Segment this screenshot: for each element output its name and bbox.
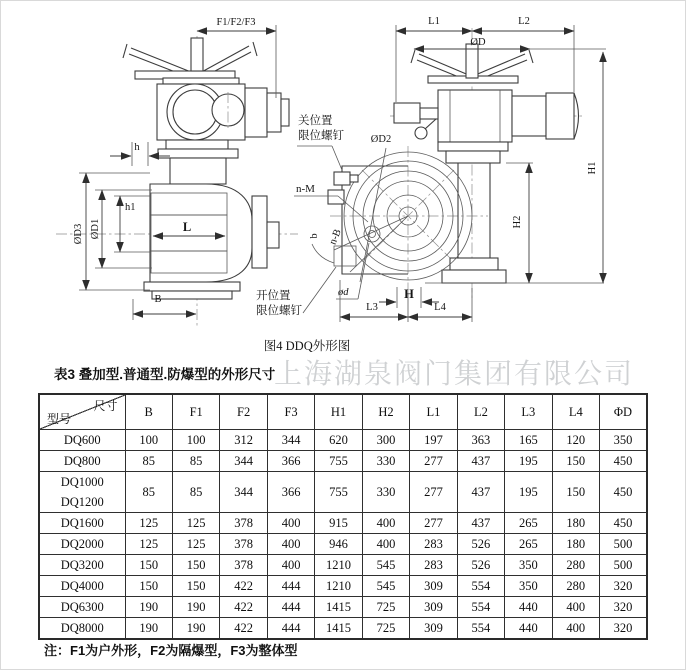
model-cell: DQ1000 DQ1200: [39, 472, 125, 513]
close-position-label-line1: 关位置: [298, 115, 333, 127]
model-cell: DQ800: [39, 451, 125, 472]
value-cell: 915: [315, 513, 362, 534]
value-cell: 378: [220, 513, 267, 534]
dim-label-H1: H1: [587, 161, 598, 175]
value-cell: 85: [172, 451, 219, 472]
dim-label-L2: L2: [518, 16, 530, 27]
value-cell: 344: [267, 430, 314, 451]
value-cell: 946: [315, 534, 362, 555]
value-cell: 320: [600, 576, 647, 597]
close-position-label-line2: 限位螺钉: [298, 130, 344, 142]
value-cell: 363: [457, 430, 504, 451]
value-cell: 100: [172, 430, 219, 451]
value-cell: 150: [125, 576, 172, 597]
value-cell: 165: [505, 430, 552, 451]
table-row-DQ8000: [39, 618, 647, 640]
value-cell: 400: [552, 618, 599, 640]
value-cell: 437: [457, 451, 504, 472]
value-cell: 554: [457, 618, 504, 640]
model-cell: DQ8000: [39, 618, 125, 640]
value-cell: 450: [600, 513, 647, 534]
model-cell: DQ1600: [39, 513, 125, 534]
value-cell: 526: [457, 534, 504, 555]
value-cell: 366: [267, 451, 314, 472]
value-cell: 312: [220, 430, 267, 451]
value-cell: 350: [505, 576, 552, 597]
value-cell: 366: [267, 472, 314, 513]
model-cell: DQ600: [39, 430, 125, 451]
value-cell: 620: [315, 430, 362, 451]
value-cell: 554: [457, 576, 504, 597]
value-cell: 125: [172, 513, 219, 534]
value-cell: 344: [220, 451, 267, 472]
value-cell: 300: [362, 430, 409, 451]
value-cell: 190: [172, 618, 219, 640]
value-cell: 500: [600, 555, 647, 576]
value-cell: 277: [410, 451, 457, 472]
value-cell: 265: [505, 513, 552, 534]
value-cell: 150: [552, 451, 599, 472]
table-title: 表3 叠加型.普通型.防爆型的外形尺寸: [54, 367, 276, 382]
value-cell: 197: [410, 430, 457, 451]
value-cell: 150: [552, 472, 599, 513]
table-row-DQ800: [39, 451, 647, 472]
dim-label-f1f2f3: F1/F2/F3: [216, 17, 256, 28]
column-header-L4: L4: [552, 394, 599, 430]
column-header-F1: F1: [172, 394, 219, 430]
value-cell: 190: [125, 618, 172, 640]
open-position-label-line2: 限位螺钉: [256, 305, 302, 317]
value-cell: 545: [362, 576, 409, 597]
b-label: b: [309, 233, 320, 239]
front-view-drawing: [56, 17, 298, 326]
column-header-L3: L3: [505, 394, 552, 430]
watermark-text: 上海湖泉阀门集团有限公司: [274, 358, 635, 389]
value-cell: 120: [552, 430, 599, 451]
value-cell: 85: [172, 472, 219, 513]
value-cell: 195: [505, 451, 552, 472]
n-b-label: n-B: [327, 227, 344, 247]
value-cell: 1415: [315, 618, 362, 640]
value-cell: 755: [315, 472, 362, 513]
dim-label-H2: H2: [512, 215, 523, 229]
dim-label-H: H: [404, 287, 414, 301]
model-cell: DQ2000: [39, 534, 125, 555]
value-cell: 440: [505, 597, 552, 618]
value-cell: 422: [220, 597, 267, 618]
value-cell: 100: [125, 430, 172, 451]
table-row-DQ1600: [39, 513, 647, 534]
column-header-F2: F2: [220, 394, 267, 430]
value-cell: 320: [600, 618, 647, 640]
dim-label-h1: h1: [125, 202, 136, 213]
value-cell: 422: [220, 576, 267, 597]
dim-label-L3: L3: [366, 302, 378, 313]
table-body: [39, 430, 647, 640]
dim-label-L: L: [182, 220, 192, 234]
column-header-L2: L2: [457, 394, 504, 430]
value-cell: 280: [552, 555, 599, 576]
od-label: ød: [338, 287, 349, 298]
value-cell: 283: [410, 534, 457, 555]
value-cell: 500: [600, 534, 647, 555]
value-cell: 437: [457, 472, 504, 513]
value-cell: 330: [362, 472, 409, 513]
table-header-row: [39, 394, 647, 430]
value-cell: 400: [362, 513, 409, 534]
value-cell: 1210: [315, 555, 362, 576]
side-view-drawing: [256, 16, 606, 322]
value-cell: 283: [410, 555, 457, 576]
value-cell: 180: [552, 534, 599, 555]
value-cell: 422: [220, 618, 267, 640]
value-cell: 444: [267, 576, 314, 597]
corner-label-model: 型号: [47, 412, 72, 426]
value-cell: 280: [552, 576, 599, 597]
value-cell: 265: [505, 534, 552, 555]
value-cell: 400: [267, 534, 314, 555]
value-cell: 725: [362, 618, 409, 640]
value-cell: 277: [410, 472, 457, 513]
value-cell: 125: [172, 534, 219, 555]
dim-label-D: ØD: [470, 37, 486, 48]
value-cell: 1415: [315, 597, 362, 618]
table-row-DQ1000: [39, 472, 647, 513]
dim-label-B: B: [154, 294, 162, 305]
d2-label: ØD2: [370, 134, 392, 145]
value-cell: 350: [505, 555, 552, 576]
value-cell: 350: [600, 430, 647, 451]
value-cell: 85: [125, 472, 172, 513]
value-cell: 378: [220, 555, 267, 576]
value-cell: 125: [125, 513, 172, 534]
column-header-H2: H2: [362, 394, 409, 430]
value-cell: 450: [600, 472, 647, 513]
model-cell: DQ3200: [39, 555, 125, 576]
value-cell: 125: [125, 534, 172, 555]
model-cell: DQ4000: [39, 576, 125, 597]
table-row-DQ6300: [39, 597, 647, 618]
value-cell: 545: [362, 555, 409, 576]
value-cell: 150: [125, 555, 172, 576]
model-cell: DQ6300: [39, 597, 125, 618]
corner-header-cell: [39, 394, 125, 430]
table-row-DQ2000: [39, 534, 647, 555]
dim-label-d1: ØD1: [90, 218, 101, 240]
value-cell: 309: [410, 576, 457, 597]
value-cell: 330: [362, 451, 409, 472]
value-cell: 444: [267, 597, 314, 618]
value-cell: 437: [457, 513, 504, 534]
value-cell: 85: [125, 451, 172, 472]
column-header-L1: L1: [410, 394, 457, 430]
value-cell: 444: [267, 618, 314, 640]
value-cell: 309: [410, 597, 457, 618]
value-cell: 180: [552, 513, 599, 534]
value-cell: 190: [125, 597, 172, 618]
value-cell: 309: [410, 618, 457, 640]
open-position-label-line1: 开位置: [256, 290, 291, 302]
table-row-DQ4000: [39, 576, 647, 597]
corner-label-size: 尺寸: [93, 399, 118, 413]
value-cell: 400: [362, 534, 409, 555]
value-cell: 378: [220, 534, 267, 555]
value-cell: 150: [172, 555, 219, 576]
dim-label-L4: L4: [434, 302, 446, 313]
column-header-F3: F3: [267, 394, 314, 430]
dim-label-L1: L1: [428, 16, 440, 27]
column-header-ΦD: ΦD: [600, 394, 647, 430]
figure-caption: 图4 DDQ外形图: [263, 339, 351, 353]
value-cell: 277: [410, 513, 457, 534]
value-cell: 440: [505, 618, 552, 640]
value-cell: 554: [457, 597, 504, 618]
column-header-B: B: [125, 394, 172, 430]
dimensions-table: [38, 393, 648, 640]
value-cell: 190: [172, 597, 219, 618]
value-cell: 195: [505, 472, 552, 513]
value-cell: 320: [600, 597, 647, 618]
value-cell: 344: [220, 472, 267, 513]
table-row-DQ3200: [39, 555, 647, 576]
column-header-H1: H1: [315, 394, 362, 430]
table-row-DQ600: [39, 430, 647, 451]
value-cell: 450: [600, 451, 647, 472]
dim-label-h: h: [134, 142, 140, 153]
value-cell: 755: [315, 451, 362, 472]
value-cell: 526: [457, 555, 504, 576]
dim-label-d3: ØD3: [73, 223, 84, 245]
value-cell: 400: [552, 597, 599, 618]
value-cell: 150: [172, 576, 219, 597]
n-m-label: n-M: [296, 183, 315, 195]
value-cell: 400: [267, 513, 314, 534]
value-cell: 725: [362, 597, 409, 618]
table-note: 注：F1为户外形，F2为隔爆型，F3为整体型: [44, 643, 298, 658]
value-cell: 400: [267, 555, 314, 576]
value-cell: 1210: [315, 576, 362, 597]
